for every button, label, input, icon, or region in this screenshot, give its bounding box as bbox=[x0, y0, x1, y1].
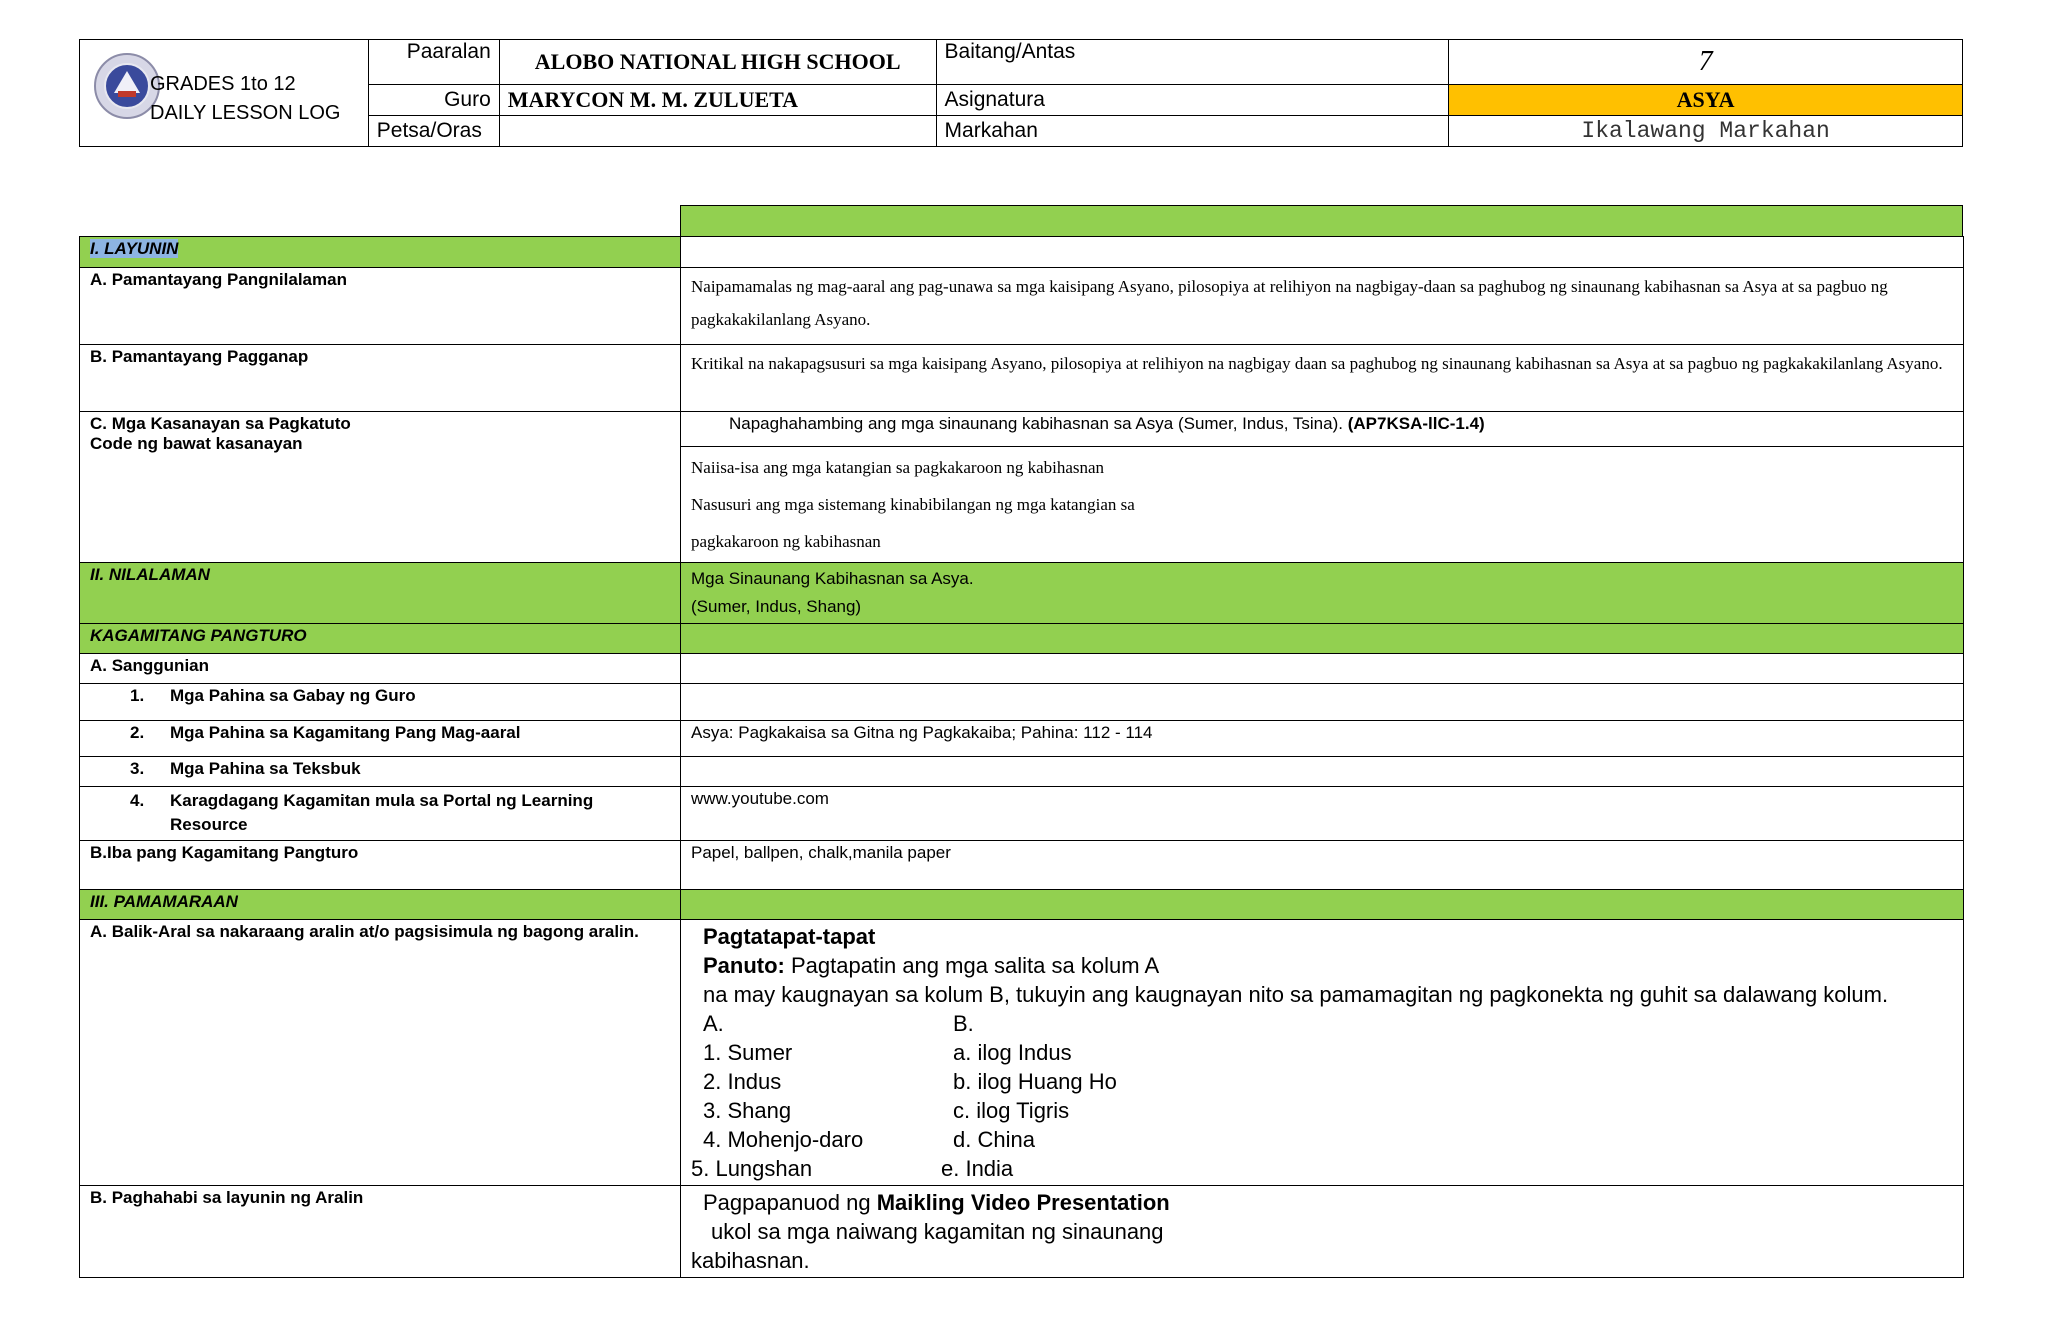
kasanayan-label-line2: Code ng bawat kasanayan bbox=[90, 434, 303, 453]
kagamitan-heading: KAGAMITANG PANGTURO bbox=[80, 624, 681, 654]
column-headers: A. B. bbox=[703, 1011, 974, 1036]
panuto-line2: na may kaugnayan sa kolum B, tukuyin ang kaugnayan nito sa pamamagitan ng pagkonekta ng guhit sa dalawang kolum. bbox=[703, 982, 1889, 1007]
matching-row: 3. Shang c. ilog Tigris bbox=[703, 1098, 1070, 1123]
sanggunian-item-3: 3. Mga Pahina sa Teksbuk bbox=[80, 757, 681, 787]
sanggunian-value-3 bbox=[681, 757, 1964, 787]
activity-heading: Pagtatapat-tapat bbox=[703, 924, 876, 949]
paghahabi-line1: Pagpapanuod ng Maikling Video Presentation bbox=[703, 1190, 1170, 1215]
lesson-log-table bbox=[79, 236, 1964, 1278]
petsa-label: Petsa/Oras bbox=[368, 116, 499, 147]
sanggunian-item-4: 4. Karagdagang Kagamitan mula sa Portal ng Learning Resource bbox=[80, 787, 681, 841]
sanggunian-value-1 bbox=[681, 684, 1964, 721]
header-table bbox=[79, 39, 1963, 147]
objective-1: Naiisa-isa ang mga katangian sa pagkakaroon ng kabihasnan bbox=[691, 458, 1105, 477]
iba-pang-kagamitan-value: Papel, ballpen, chalk,manila paper bbox=[681, 841, 1964, 890]
pamantayang-pangnilalaman-value: Naipamamalas ng mag-aaral ang pag-unawa sa mga kaisipang Asyano, pilosopiya at relihiyon na nagbigay-daan sa paghubog ng sinaunang kabihasnan sa Asya at sa pagbuo ng pagkakakilanlang Asyano. bbox=[681, 268, 1964, 345]
balik-aral-content bbox=[681, 920, 1964, 1186]
kasanayan-label-line1: C. Mga Kasanayan sa Pagkatuto bbox=[90, 414, 351, 433]
kasanayan-label bbox=[80, 412, 681, 563]
quarter-value: Ikalawang Markahan bbox=[1449, 116, 1963, 147]
sanggunian-item-2: 2. Mga Pahina sa Kagamitang Pang Mag-aaral bbox=[80, 721, 681, 757]
matching-row: 4. Mohenjo-daro d. China bbox=[703, 1127, 1035, 1152]
paaralan-label: Paaralan bbox=[368, 40, 499, 85]
school-name: ALOBO NATIONAL HIGH SCHOOL bbox=[499, 40, 936, 85]
competency-code: (AP7KSA-llC-1.4) bbox=[1347, 414, 1485, 433]
kasanayan-objectives bbox=[681, 447, 1964, 563]
panuto-line1: Panuto: Pagtapatin ang mga salita sa kolum A bbox=[703, 953, 1160, 978]
baitang-label: Baitang/Antas bbox=[936, 40, 1449, 85]
nilalaman-value: Mga Sinaunang Kabihasnan sa Asya. (Sumer, Indus, Shang) bbox=[681, 563, 1964, 624]
date-value bbox=[499, 116, 936, 147]
pamantayang-pagganap-value: Kritikal na nakapagsusuri sa mga kaisipang Asyano, pilosopiya at relihiyon na nagbigay daan sa paghubog ng sinaunang kabihasnan sa Asya at sa pagbuo ng pagkakakilanlang Asyano. bbox=[681, 345, 1964, 412]
balik-aral-label: A. Balik-Aral sa nakaraang aralin at/o pagsisimula ng bagong aralin. bbox=[80, 920, 681, 1186]
top-green-strip bbox=[680, 205, 1963, 237]
layunin-heading: I. LAYUNIN bbox=[80, 237, 681, 268]
teacher-name: MARYCON M. M. ZULUETA bbox=[499, 85, 936, 116]
paghahabi-content bbox=[681, 1186, 1964, 1278]
iba-pang-kagamitan-label: B.Iba pang Kagamitang Pangturo bbox=[80, 841, 681, 890]
portal-link[interactable]: www.youtube.com bbox=[681, 787, 1964, 841]
logo-cell bbox=[80, 40, 369, 147]
paghahabi-line2: ukol sa mga naiwang kagamitan ng sinaunang bbox=[711, 1219, 1164, 1244]
markahan-label: Markahan bbox=[936, 116, 1449, 147]
asignatura-label: Asignatura bbox=[936, 85, 1449, 116]
matching-row: 5. Lungshan e. India bbox=[691, 1156, 1014, 1181]
matching-row: 2. Indus b. ilog Huang Ho bbox=[703, 1069, 1117, 1094]
objective-3: pagkakaroon ng kabihasnan bbox=[691, 532, 881, 551]
kasanayan-value: Napaghahambing ang mga sinaunang kabihasnan sa Asya (Sumer, Indus, Tsina). (AP7KSA-llC-1.4) bbox=[681, 412, 1964, 447]
paghahabi-label: B. Paghahabi sa layunin ng Aralin bbox=[80, 1186, 681, 1278]
pamantayang-pagganap-label: B. Pamantayang Pagganap bbox=[80, 345, 681, 412]
paghahabi-line3: kabihasnan. bbox=[691, 1248, 810, 1273]
logo-title-line1: GRADES 1to 12 bbox=[150, 73, 296, 95]
pamamaraan-heading: III. PAMAMARAAN bbox=[80, 890, 681, 920]
nilalaman-heading: II. NILALAMAN bbox=[80, 563, 681, 624]
logo-title-line2: DAILY LESSON LOG bbox=[150, 102, 341, 124]
subject-value: ASYA bbox=[1449, 85, 1963, 116]
sanggunian-label: A. Sanggunian bbox=[80, 654, 681, 684]
objective-2: Nasusuri ang mga sistemang kinabibilangan ng mga katangian sa bbox=[691, 495, 1135, 514]
matching-row: 1. Sumer a. ilog Indus bbox=[703, 1040, 1072, 1065]
guro-label: Guro bbox=[368, 85, 499, 116]
sanggunian-value-2: Asya: Pagkakaisa sa Gitna ng Pagkakaiba; Pahina: 112 - 114 bbox=[681, 721, 1964, 757]
grade-level-value: 7 bbox=[1449, 40, 1963, 85]
sanggunian-item-1: 1. Mga Pahina sa Gabay ng Guro bbox=[80, 684, 681, 721]
pamantayang-pangnilalaman-label: A. Pamantayang Pangnilalaman bbox=[80, 268, 681, 345]
